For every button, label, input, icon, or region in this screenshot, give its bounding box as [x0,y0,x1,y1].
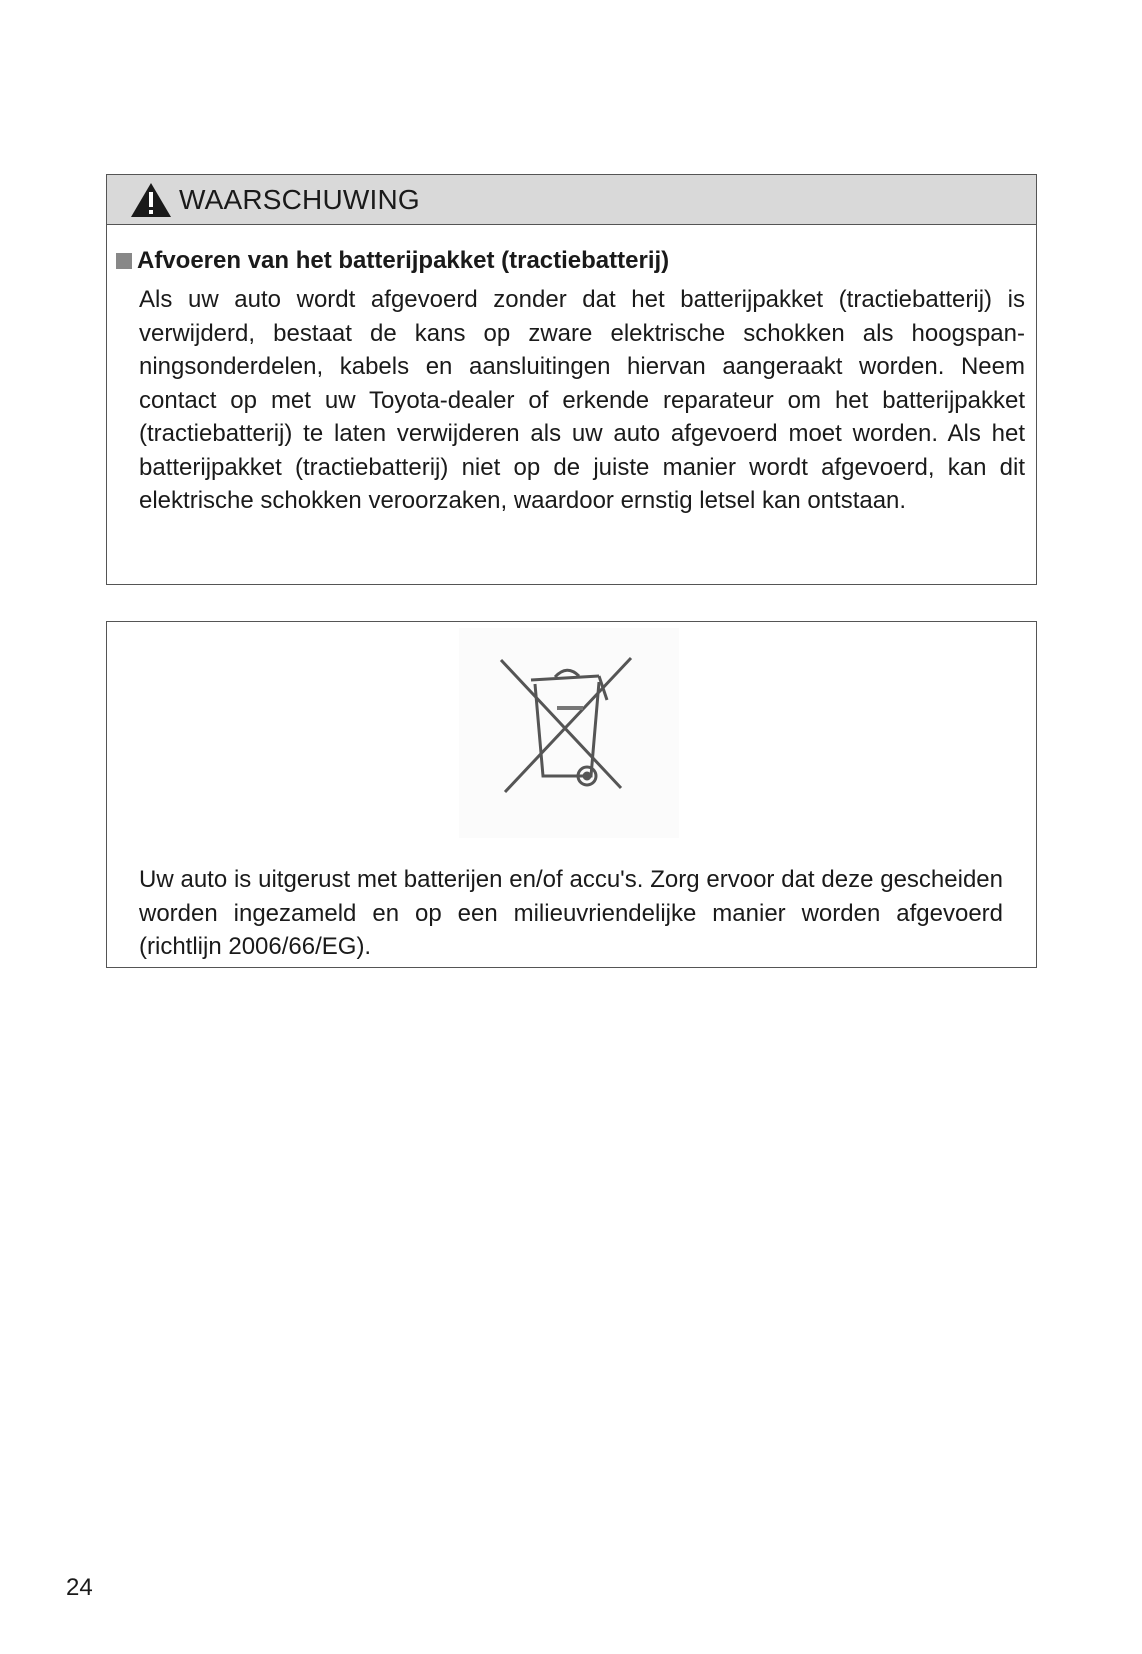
warning-header [107,175,1036,225]
disposal-info-box [106,621,1037,968]
bullet-square-icon [116,253,132,269]
warning-body-text: Als uw auto wordt afgevoerd zonder dat het batterijpakket (tractiebatterij) is verwijderd, bestaat de kans op zware elektrische schokken als hoogspanningsonderdelen, kabels en aansluitingen hiervan aangeraakt worden. Neem contact op met uw Toyota-dealer of erkende reparateur om het batterijpakket (tractiebatterij) te laten verwijderen als uw auto afgevoerd moet worden. Als het batterijpakket (tractiebatterij) niet op de juiste manier wordt afgevoerd, kan dit elektrische schokken veroorzaken, waardoor ernstig letsel kan ontstaan. [139,286,1025,514]
warning-box [106,174,1037,585]
page-number: 24 [66,1574,93,1601]
section-heading-text: Afvoeren van het batterijpakket (tractiebatterij) [137,247,670,274]
crossed-out-wheelie-bin-icon [459,628,679,838]
section-heading [116,247,1036,275]
warning-triangle-icon [129,181,173,219]
recycle-image [459,628,679,838]
disposal-body-text: Uw auto is uitgerust met batterijen en/of accu's. Zorg ervoor dat deze gescheiden worden ingezameld en op een milieuvriendelijke manier worden afgevoerd (richtlijn 2006/66/EG). [139,866,1003,960]
warning-title: WAARSCHUWING [179,183,420,215]
